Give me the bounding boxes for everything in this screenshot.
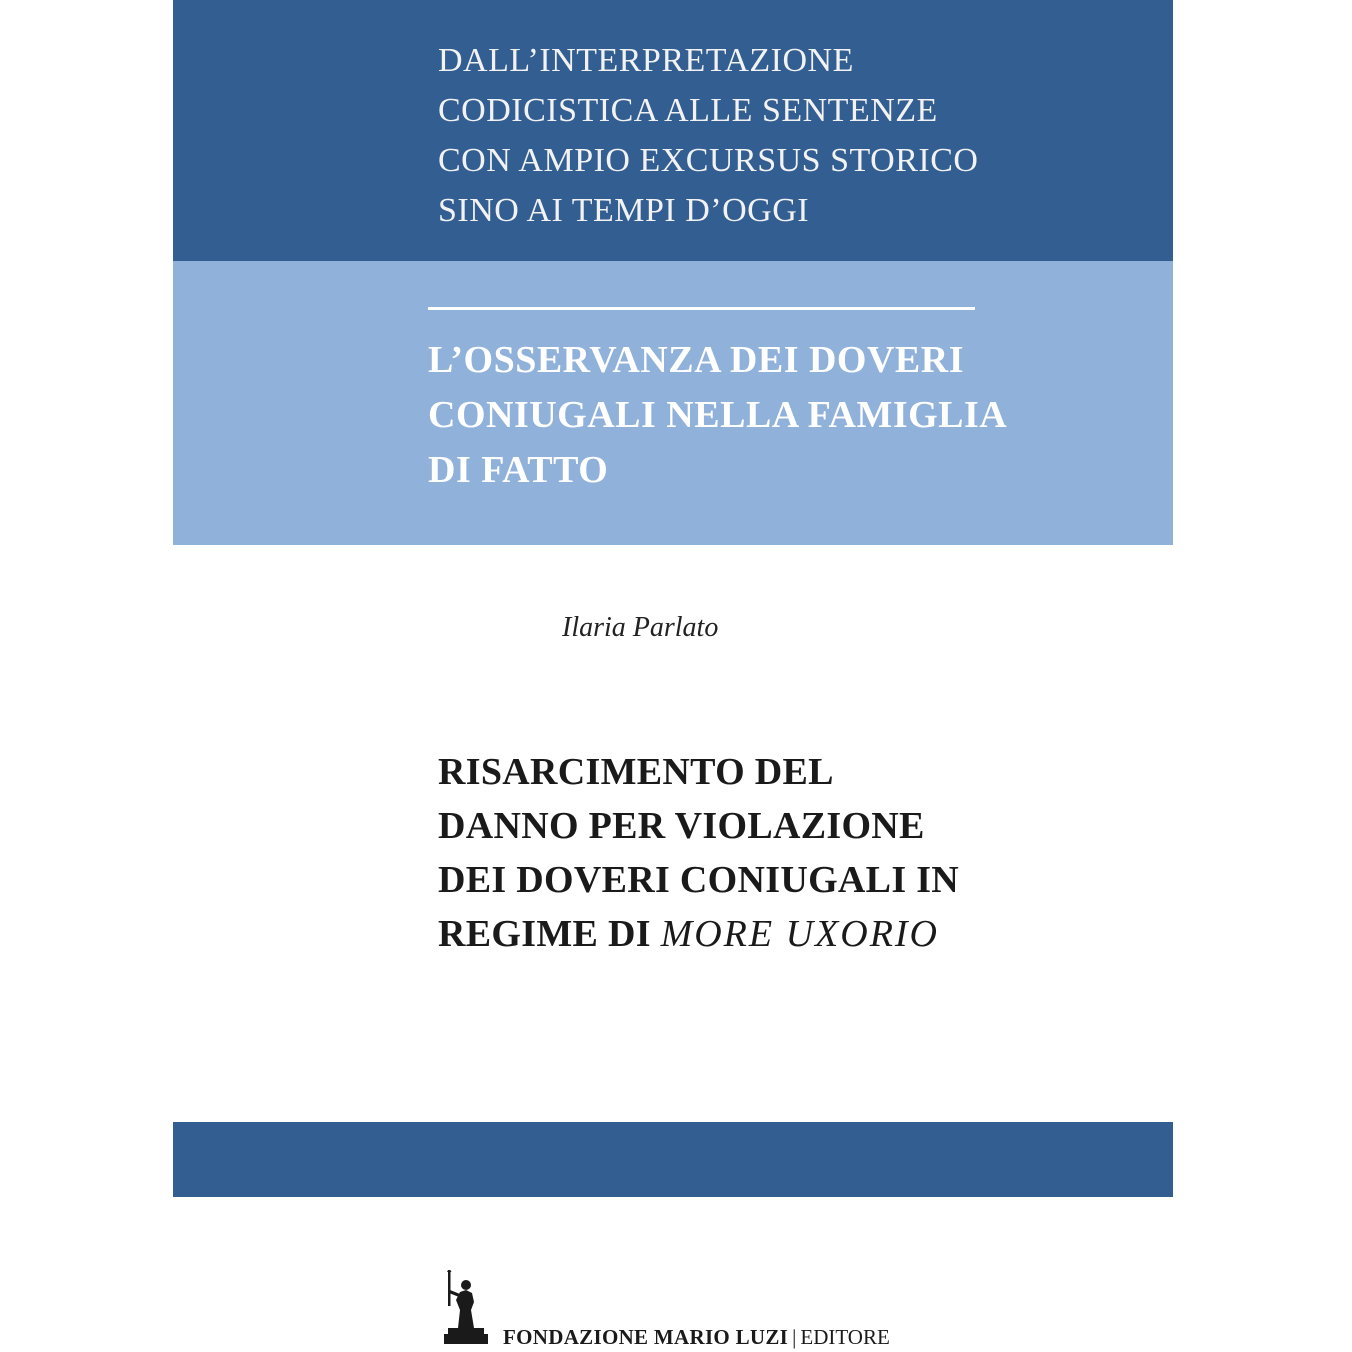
title-line: DANNO PER VIOLAZIONE [438, 805, 925, 847]
series-title [428, 333, 1007, 498]
subtitle-line: DALL’INTERPRETAZIONE [438, 42, 854, 79]
series-title-line: L’OSSERVANZA DEI DOVERI [428, 339, 965, 381]
series-title-line: CONIUGALI NELLA FAMIGLIA [428, 394, 1008, 436]
top-band [173, 0, 1173, 261]
title-prefix: REGIME DI [438, 913, 661, 955]
subtitle-line: CODICISTICA ALLE SENTENZE [438, 92, 938, 129]
middle-band [173, 261, 1173, 545]
divider-rule [428, 307, 975, 310]
subtitle-line: CON AMPIO EXCURSUS STORICO [438, 142, 979, 179]
author-name: Ilaria Parlato [562, 612, 719, 643]
title-line-last [438, 907, 959, 961]
publisher-name: FONDAZIONE MARIO LUZI [503, 1325, 789, 1349]
bottom-band [173, 1122, 1173, 1197]
statue-logo-icon [440, 1270, 492, 1346]
cover-subtitle [438, 36, 978, 236]
subtitle-line: SINO AI TEMPI D’OGGI [438, 192, 810, 229]
title-italic: MORE UXORIO [660, 913, 940, 955]
book-title [438, 745, 959, 961]
title-line: RISARCIMENTO DEL [438, 751, 834, 793]
publisher-suffix: EDITORE [800, 1325, 890, 1349]
title-line: DEI DOVERI CONIUGALI IN [438, 859, 960, 901]
publisher-separator: | [792, 1325, 797, 1349]
publisher-line [503, 1325, 890, 1350]
series-title-line: DI FATTO [428, 449, 609, 491]
